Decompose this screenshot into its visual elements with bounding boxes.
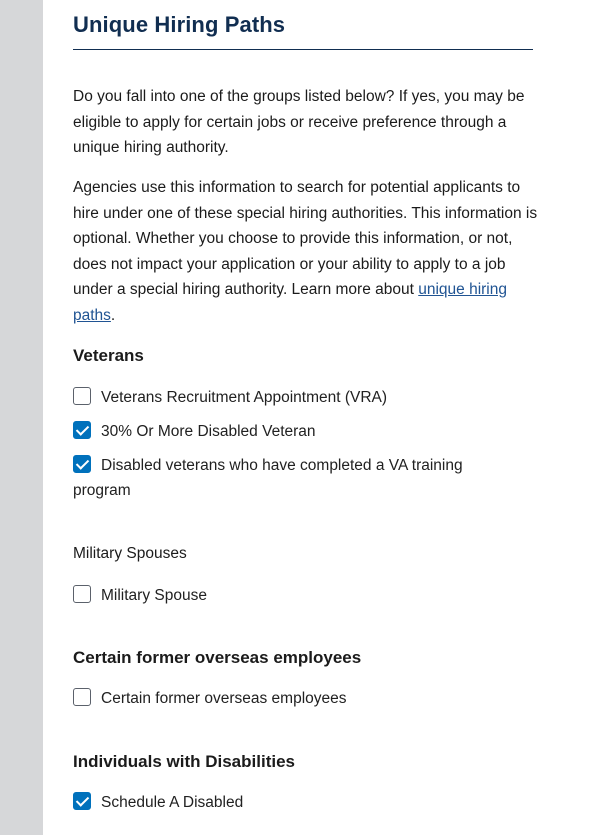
overseas-heading: Certain former overseas employees bbox=[73, 648, 362, 667]
vra-checkbox[interactable] bbox=[73, 387, 91, 405]
checkbox-row-overseas[interactable] bbox=[73, 686, 503, 711]
left-gutter bbox=[0, 0, 43, 835]
schedule-a-checkbox[interactable] bbox=[73, 792, 91, 810]
overseas-checkbox[interactable] bbox=[73, 688, 91, 706]
info-paragraph bbox=[73, 175, 541, 328]
info-paragraph-text: Agencies use this information to search for potential applicants to hire under one of these special hiring authorities. This information is optional. Whether you choose to provide this information, or not, does not impact your application or your ability to apply to a job under a special hiring authority. Learn more about bbox=[73, 179, 538, 298]
title-divider bbox=[73, 49, 533, 50]
checkbox-row-30-percent-disabled[interactable] bbox=[73, 419, 503, 444]
disabilities-heading: Individuals with Disabilities bbox=[73, 752, 295, 771]
checkbox-row-military-spouse[interactable] bbox=[73, 583, 503, 608]
vra-label: Veterans Recruitment Appointment (VRA) bbox=[101, 389, 388, 406]
intro-paragraph: Do you fall into one of the groups listed below? If yes, you may be eligible to apply for certain jobs or receive preference through a unique hiring authority. bbox=[73, 88, 525, 156]
checkbox-row-va-training[interactable] bbox=[73, 453, 493, 503]
30-percent-disabled-label: 30% Or More Disabled Veteran bbox=[101, 423, 316, 440]
checkbox-row-schedule-a[interactable] bbox=[73, 790, 503, 815]
30-percent-disabled-checkbox[interactable] bbox=[73, 421, 91, 439]
va-training-checkbox[interactable] bbox=[73, 455, 91, 473]
overseas-label: Certain former overseas employees bbox=[101, 690, 347, 707]
military-spouse-label: Military Spouse bbox=[101, 587, 207, 604]
military-spouses-heading: Military Spouses bbox=[73, 545, 187, 562]
unique-hiring-paths-link[interactable]: unique hiring paths bbox=[73, 281, 507, 324]
checkbox-row-vra[interactable] bbox=[73, 385, 503, 410]
schedule-a-label: Schedule A Disabled bbox=[101, 794, 244, 811]
veterans-heading: Veterans bbox=[73, 346, 144, 365]
military-spouse-checkbox[interactable] bbox=[73, 585, 91, 603]
info-paragraph-end: . bbox=[110, 306, 116, 324]
va-training-label: Disabled veterans who have completed a VA training program bbox=[73, 457, 463, 499]
page-title: Unique Hiring Paths bbox=[73, 12, 286, 37]
